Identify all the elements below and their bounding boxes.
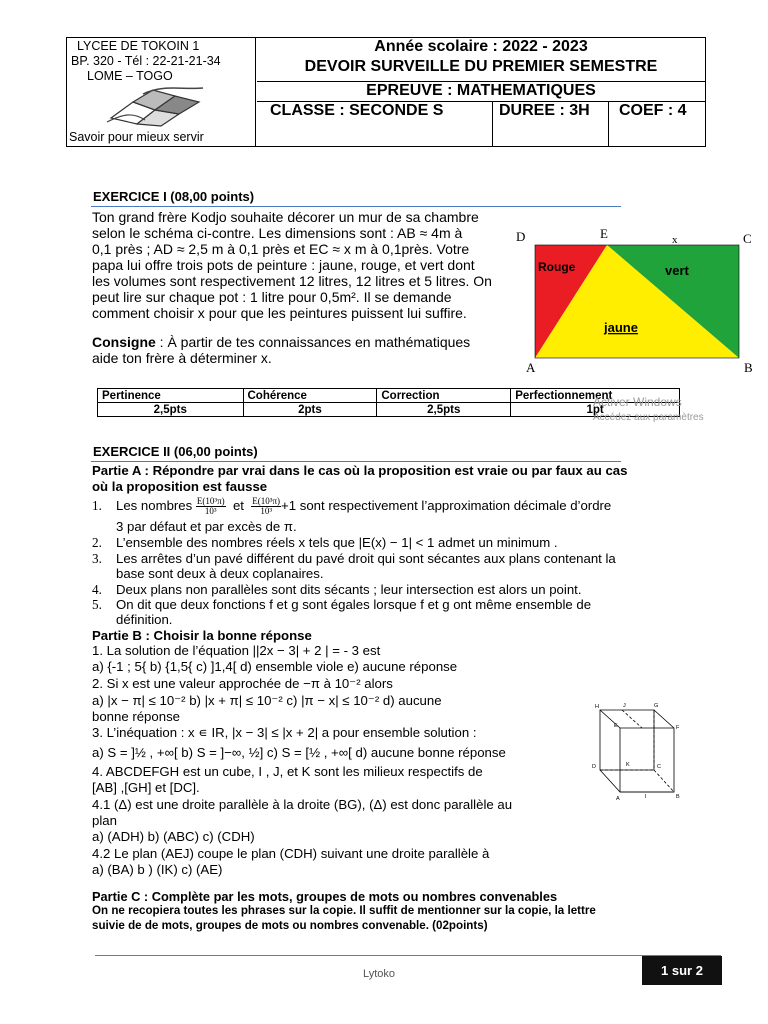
partB-line: [AB] ,[GH] et [DC]. — [92, 779, 200, 795]
item-number: 4. — [92, 582, 102, 597]
partB-line: a) (ADH) b) (ABC) c) (CDH) — [92, 828, 255, 844]
cube-diagram — [590, 700, 710, 810]
partB-title: Partie B : Choisir la bonne réponse — [92, 628, 312, 643]
grading-header: Cohérence — [243, 389, 377, 403]
partA-item-5 — [92, 597, 591, 613]
label-B: B — [744, 360, 753, 375]
label-A: A — [526, 360, 536, 375]
partB-line: 3. L’inéquation : x ∊ IR, |x − 3| ≤ |x + 2| a pour ensemble solution : — [92, 724, 477, 740]
item-number: 2. — [92, 535, 102, 550]
cube-F: F — [676, 725, 680, 731]
frac-num: E(10³π) — [196, 496, 225, 506]
item-number: 3. — [92, 551, 102, 566]
label-D: D — [516, 229, 526, 244]
wall-diagram — [510, 224, 760, 380]
partB-line: a) S = ]½ , +∞[ b) S = ]−∞, ½] c) S = [½ , +∞[ d) aucune bonne réponse — [92, 744, 506, 760]
partA-title-2: où la proposition est fausse — [92, 479, 268, 494]
grading-value: 2,5pts — [377, 403, 511, 417]
ex1-line: Ton grand frère Kodjo souhaite décorer un mur de sa chambre — [92, 209, 479, 225]
partB-line: 4.2 Le plan (AEJ) coupe le plan (CDH) suivant une droite parallèle à — [92, 845, 490, 861]
item-text: On dit que deux fonctions f et g sont égales lorsque f et g ont même ensemble de — [116, 597, 592, 612]
school-motto: Savoir pour mieux servir — [69, 130, 204, 144]
cube-G: G — [654, 703, 659, 709]
partA-item-5-cont: définition. — [116, 612, 173, 627]
class-label: CLASSE : SECONDE S — [270, 102, 444, 119]
label-x: x — [672, 234, 678, 246]
cube-K: K — [626, 762, 630, 768]
duration-label: DUREE : 3H — [499, 102, 590, 119]
fraction — [251, 497, 281, 516]
partB-line: 4.1 (Δ) est une droite parallèle à la droite (BG), (Δ) est donc parallèle au — [92, 796, 513, 812]
coef-label: COEF : 4 — [619, 102, 687, 119]
fraction — [196, 497, 226, 516]
partB-line: a) {-1 ; 5{ b) {1,5{ c) ]1,4[ d) ensemble viole e) aucune réponse — [92, 658, 458, 674]
label-jaune: jaune — [604, 320, 638, 335]
school-city: LOME – TOGO — [87, 69, 173, 83]
ex1-line: les volumes sont respectivement 12 litres, 12 litres et 5 litres. On — [92, 273, 492, 289]
partA-item-1-cont: 3 par défaut et par excès de π. — [116, 519, 297, 534]
activate-windows-watermark: Activer Windows — [593, 395, 682, 409]
item-number: 5. — [92, 597, 102, 612]
item-text: Les arrêtes d’un pavé différent du pavé droit qui sont sécantes aux plans contenant la — [116, 551, 616, 566]
grading-header: Perfectionnement — [511, 389, 680, 403]
ex2-rule — [91, 461, 621, 462]
partB-line: 1. La solution de l’équation ||2x − 3| + 2 | = - 3 est — [92, 643, 381, 658]
consigne-text: : À partir de tes connaissances en mathématiques — [155, 334, 471, 350]
frac-den: 10³ — [260, 506, 273, 516]
book-logo-icon — [103, 84, 223, 128]
footer-author: Lytoko — [363, 968, 396, 980]
ex1-line: comment choisir x pour que les peintures puissent lui suffire. — [92, 305, 467, 321]
partB-line: bonne réponse — [92, 708, 180, 724]
grading-value: 2,5pts — [98, 403, 244, 417]
ex1-line: 0,1 près ; AD ≈ 2,5 m à 0,1 près et EC ≈ x m à 0,1près. Votre — [92, 241, 470, 257]
header-divider-v2 — [608, 101, 609, 147]
item-text: L’ensemble des nombres réels x tels que |E(x) − 1| < 1 admet un minimum . — [116, 535, 558, 550]
cube-C: C — [657, 764, 661, 770]
frac-den: 10³ — [204, 506, 217, 516]
school-year: Année scolaire : 2022 - 2023 — [374, 38, 588, 55]
cube-E: E — [614, 723, 618, 729]
ex1-consigne-2: aide ton frère à déterminer x. — [92, 350, 272, 366]
label-rouge: Rouge — [538, 260, 576, 274]
ex1-rule — [91, 206, 621, 207]
label-vert: vert — [665, 263, 689, 278]
ex1-consigne — [92, 334, 470, 350]
partA-title: Partie A : Répondre par vrai dans le cas où la proposition est vraie ou par faux au cas — [92, 463, 628, 478]
grading-value: 1pt — [511, 403, 680, 417]
exam-title: DEVOIR SURVEILLE DU PREMIER SEMESTRE — [304, 58, 658, 75]
label-C: C — [743, 231, 752, 246]
school-contact: BP. 320 - Tél : 22-21-21-34 — [71, 54, 221, 68]
item-number: 1. — [92, 497, 102, 513]
cube-A: A — [616, 796, 620, 802]
partB-line: 4. ABCDEFGH est un cube, I , J, et K sont les milieux respectifs de — [92, 763, 483, 779]
ex1-line: peut lire sur chaque pot : 1 litre pour 0,5m². Il se demande — [92, 289, 452, 305]
grading-header: Correction — [377, 389, 511, 403]
partB-line: 2. Si x est une valeur approchée de −π à 10⁻² alors — [92, 675, 393, 691]
partC-title: Partie C : Complète par les mots, groupes de mots ou nombres convenables — [92, 889, 558, 904]
item-text: et — [232, 497, 244, 513]
ex1-statement — [92, 209, 512, 321]
ex1-title: EXERCICE I (08,00 points) — [93, 189, 255, 204]
exam-subject: EPREUVE : MATHEMATIQUES — [366, 82, 596, 99]
partA-item-2 — [92, 535, 558, 551]
cube-I: I — [645, 794, 647, 800]
footer-rule — [95, 955, 721, 956]
grading-value: 2pts — [243, 403, 377, 417]
partC-instruction-2: suivie de de mots, groupes de mots ou nombres convenable. (02points) — [92, 919, 488, 932]
partB-line: a) |x − π| ≤ 10⁻² b) |x + π| ≤ 10⁻² c) |π − x| ≤ 10⁻² d) aucune — [92, 692, 442, 708]
ex1-line: selon le schéma ci-contre. Les dimensions sont : AB ≈ 4m à — [92, 225, 463, 241]
grading-header: Pertinence — [98, 389, 244, 403]
page-number: 1 sur 2 — [642, 956, 722, 985]
activate-windows-subtext: Accédez aux paramètres — [593, 412, 704, 423]
partC-instruction-1: On ne recopiera toutes les phrases sur la copie. Il suffit de mentionner sur la copie, la lettre — [92, 904, 596, 917]
partA-item-4 — [92, 582, 581, 598]
partB-line: plan — [92, 812, 117, 828]
partB-body — [92, 643, 562, 878]
partA-item-3-cont: base sont deux à deux coplanaires. — [116, 566, 324, 581]
ex1-line: papa lui offre trois pots de peinture : jaune, rouge, et vert dont — [92, 257, 475, 273]
partB-line: a) (BA) b ) (IK) c) (AE) — [92, 861, 223, 877]
cube-J: J — [623, 703, 626, 709]
consigne-label: Consigne — [92, 334, 156, 350]
cube-D: D — [592, 764, 596, 770]
partA-item-1 — [92, 497, 611, 516]
ex2-title: EXERCICE II (06,00 points) — [93, 444, 258, 459]
school-box — [66, 37, 256, 147]
school-name: LYCEE DE TOKOIN 1 — [77, 39, 200, 53]
item-text: Les nombres — [116, 497, 193, 513]
partA-item-3 — [92, 551, 616, 567]
cube-B: B — [676, 794, 680, 800]
frac-num: E(10³π) — [252, 496, 281, 506]
cube-H: H — [595, 704, 599, 710]
item-text: Deux plans non parallèles sont dits sécants ; leur intersection est alors un point. — [116, 582, 582, 597]
header-divider-v1 — [492, 101, 493, 147]
label-E: E — [600, 226, 608, 241]
item-text: +1 sont respectivement l’approximation décimale d’ordre — [281, 497, 612, 513]
